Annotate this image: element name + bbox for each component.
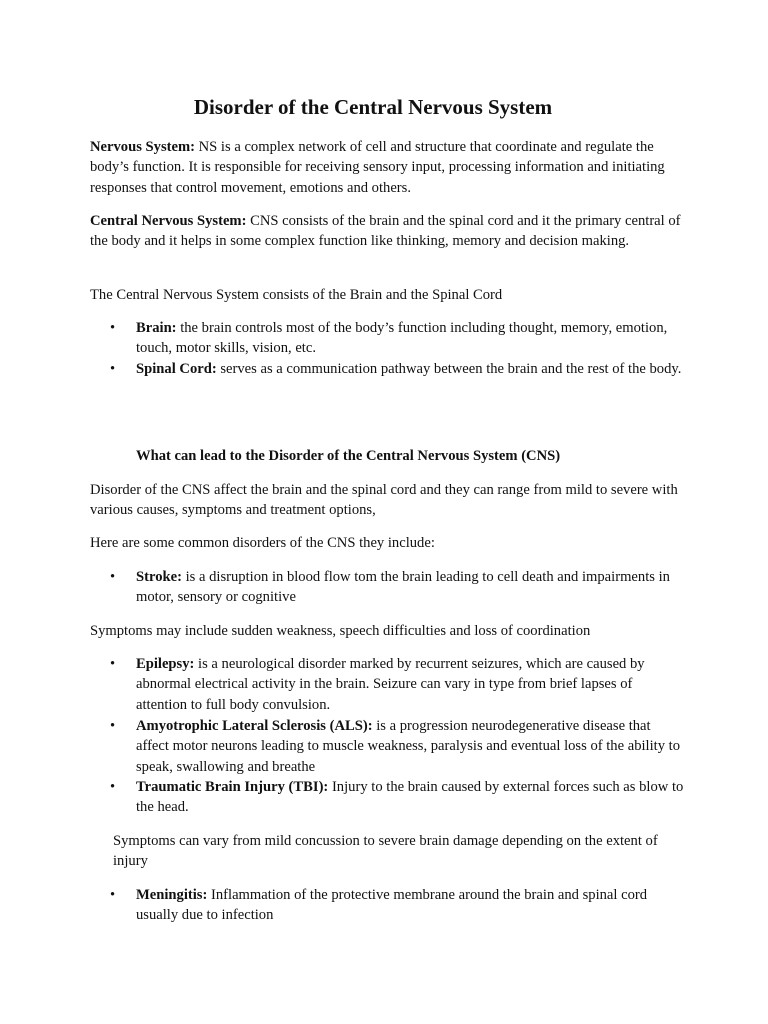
nervous-system-term: Nervous System:	[90, 139, 195, 155]
bullet-marker: •	[110, 320, 116, 336]
tbi-term: Traumatic Brain Injury (TBI):	[136, 779, 329, 795]
bullet-marker: •	[110, 569, 116, 585]
common-disorders-line: Here are some common disorders of the CNS they include:	[90, 535, 435, 551]
list-item-stroke	[136, 567, 684, 608]
als-text: is a progression neurodegenerative disease that affect motor neurons leading to muscle weakness, paralysis and eventual loss of the ability to speak, swallowing and breathe	[136, 718, 681, 775]
bullet-marker: •	[110, 779, 116, 795]
stroke-text: is a disruption in blood flow tom the brain leading to cell death and impairments in motor, sensory or cognitive	[136, 569, 670, 606]
spinal-cord-text: serves as a communication pathway between the brain and the rest of the body.	[216, 361, 682, 377]
bullet-marker: •	[110, 718, 116, 734]
disorder-intro-paragraph: Disorder of the CNS affect the brain and the spinal cord and they can range from mild to severe with various causes, symptoms and treatment options,	[90, 482, 678, 519]
cns-text: CNS consists of the brain and the spinal cord and it the primary central of the body and it helps in some complex function like thinking, memory and decision making.	[90, 213, 681, 250]
consists-line: The Central Nervous System consists of the Brain and the Spinal Cord	[90, 287, 503, 303]
list-item-spinal-cord	[136, 359, 684, 379]
bullet-marker: •	[110, 656, 116, 672]
page-title: Disorder of the Central Nervous System	[193, 95, 553, 119]
meningitis-text: Inflammation of the protective membrane around the brain and spinal cord usually due to infection	[136, 887, 648, 924]
section-subheading: What can lead to the Disorder of the Central Nervous System (CNS)	[136, 448, 561, 464]
list-item-epilepsy	[136, 654, 684, 715]
stroke-term: Stroke:	[136, 569, 182, 585]
tbi-text: Injury to the brain caused by external forces such as blow to the head.	[136, 779, 684, 816]
brain-term: Brain:	[136, 320, 177, 336]
list-item-als	[136, 716, 684, 777]
spinal-cord-term: Spinal Cord:	[136, 361, 217, 377]
stroke-symptoms-line: Symptoms may include sudden weakness, speech difficulties and loss of coordination	[90, 623, 591, 639]
nervous-system-text: NS is a complex network of cell and structure that coordinate and regulate the body’s function. It is responsible for receiving sensory input, processing information and initiating responses that control movement, emotions and others.	[90, 139, 665, 196]
meningitis-term: Meningitis:	[136, 887, 208, 903]
bullet-marker: •	[110, 361, 116, 377]
cns-paragraph	[90, 211, 684, 252]
list-item-meningitis	[136, 885, 684, 926]
list-item-brain	[136, 318, 684, 359]
cns-term: Central Nervous System:	[90, 213, 247, 229]
epilepsy-term: Epilepsy:	[136, 656, 195, 672]
epilepsy-text: is a neurological disorder marked by recurrent seizures, which are caused by abnormal electrical activity in the brain. Seizure can vary in type from brief lapses of attention to full body convulsion.	[136, 656, 645, 713]
bullet-marker: •	[110, 887, 116, 903]
nervous-system-paragraph	[90, 137, 684, 198]
list-item-tbi	[136, 777, 684, 818]
brain-text: the brain controls most of the body’s function including thought, memory, emotion, touch, motor skills, vision, etc.	[136, 320, 668, 357]
als-term: Amyotrophic Lateral Sclerosis (ALS):	[136, 718, 373, 734]
tbi-symptoms-paragraph: Symptoms can vary from mild concussion to severe brain damage depending on the extent of injury	[113, 833, 658, 870]
